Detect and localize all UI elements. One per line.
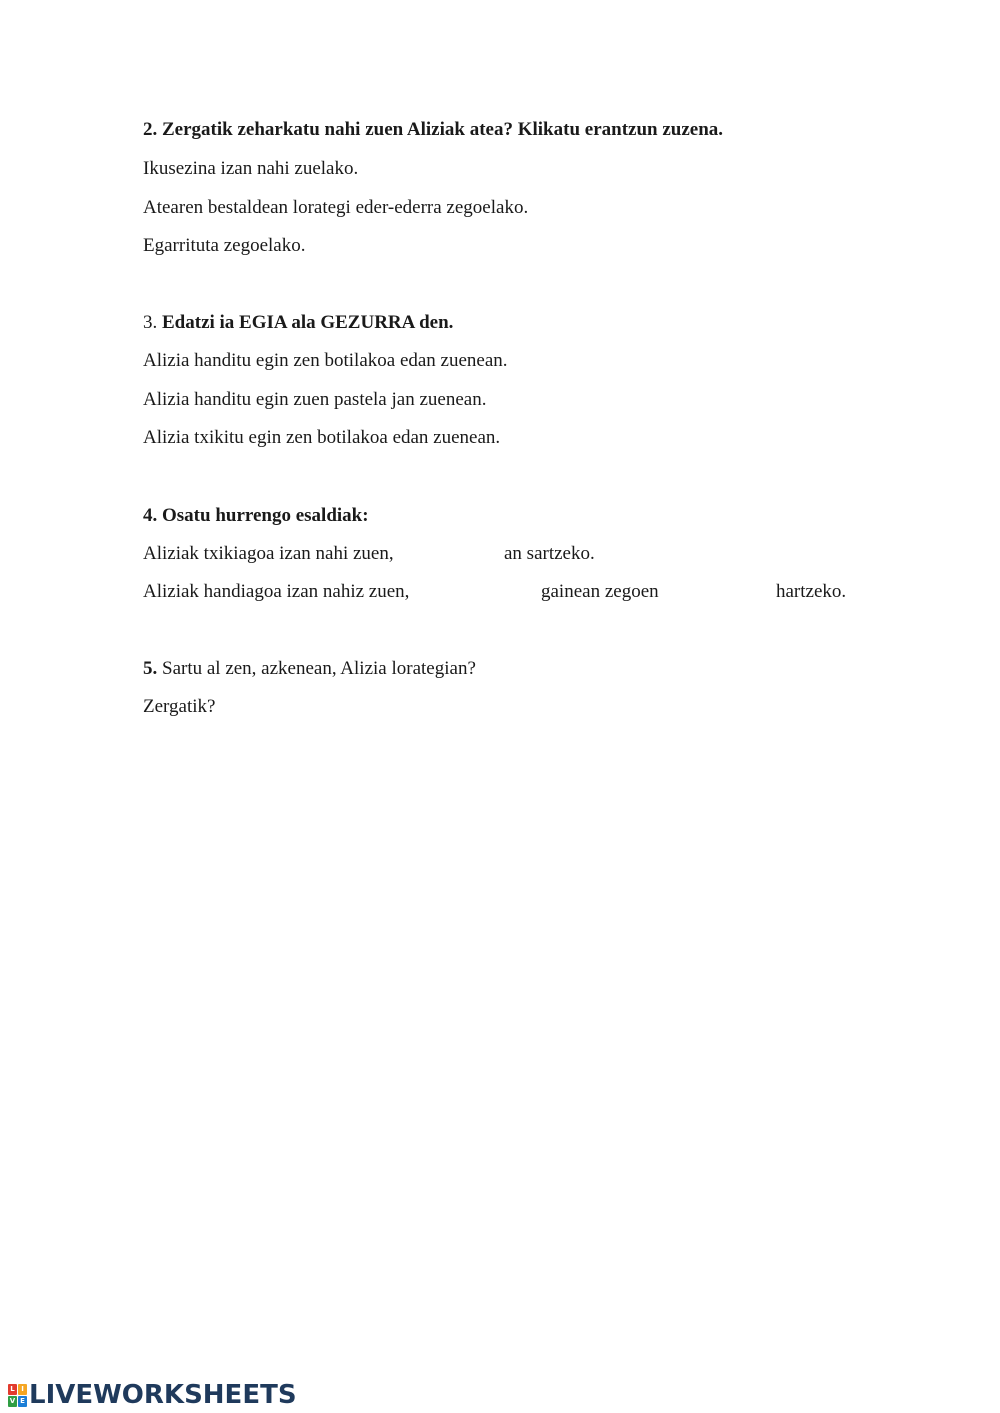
logo-text: LIVEWORKSHEETS [29,1380,297,1410]
q3-statement-1: Alizia handitu egin zen botilakoa edan zuenean. [143,350,508,371]
logo-blocks-icon [8,1384,27,1407]
question-5-followup: Zergatik? [143,696,216,717]
question-5 [143,657,476,681]
q3-statement-3: Alizia txikitu egin zen botilakoa edan zuenean. [143,427,501,448]
question-2-title: 2. Zergatik zeharkatu nahi zuen Aliziak atea? Klikatu erantzun zuzena. [143,119,724,140]
logo-block-v: V [9,1396,16,1405]
question-5-number: 5. [143,658,158,679]
q2-option-1[interactable]: Ikusezina izan nahi zuelako. [143,158,359,179]
q4-sentence-1-part-1: Aliziak txikiagoa izan nahi zuen, [143,543,394,564]
q4-sentence-2-part-1: Aliziak handiagoa izan nahiz zuen, [143,581,410,602]
q2-option-2[interactable]: Atearen bestaldean lorategi eder-ederra zegoelako. [143,197,529,218]
q4-sentence-1-part-2: an sartzeko. [504,543,595,564]
q3-statement-2: Alizia handitu egin zuen pastela jan zuenean. [143,389,487,410]
q4-sentence-2-part-2: gainean zegoen [541,581,659,602]
question-5-text: Sartu al zen, azkenean, Alizia lorategian? [162,658,476,679]
question-4-title: 4. Osatu hurrengo esaldiak: [143,505,369,526]
logo-block-i: I [18,1384,27,1395]
q2-option-3[interactable]: Egarrituta zegoelako. [143,235,306,256]
liveworksheets-logo [8,1380,297,1410]
question-3-text: Edatzi ia EGIA ala GEZURRA den. [162,312,454,333]
question-3-number: 3. [143,312,158,333]
logo-block-e: E [18,1396,27,1407]
logo-block-l: L [8,1384,17,1395]
q4-sentence-2-part-3: hartzeko. [776,581,847,602]
question-3-title [143,311,453,335]
